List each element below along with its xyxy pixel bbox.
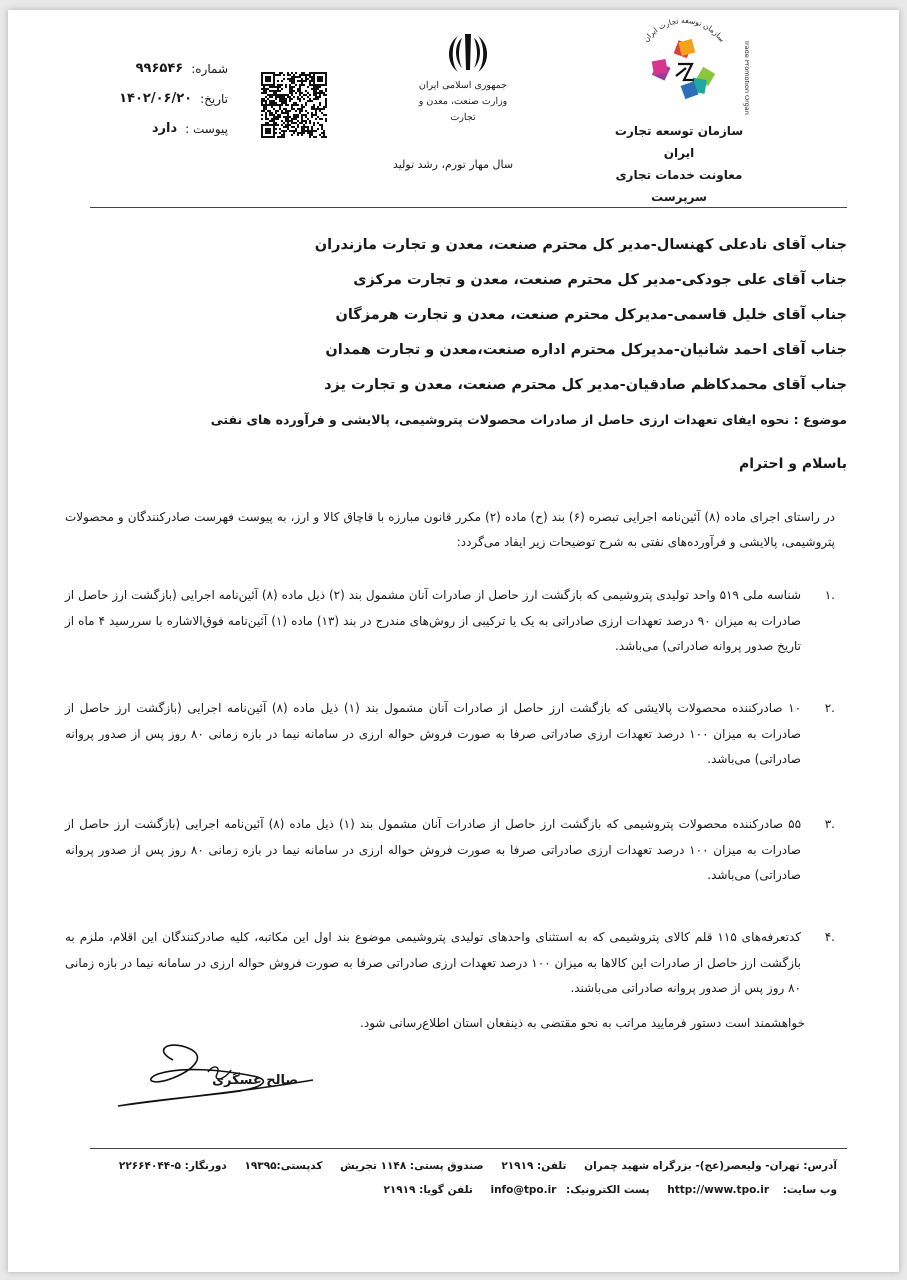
item-number: .۲ bbox=[824, 701, 835, 715]
closing-paragraph: خواهشمند است دستور فرمایید مراتب به نحو مقتضی به ذینفعان استان اطلاع‌رسانی شود. bbox=[360, 1016, 805, 1030]
footer-website-link[interactable]: http://www.tpo.ir bbox=[667, 1184, 770, 1196]
recipient-line: جناب آقای علی جودکی-مدیر کل محترم صنعت، معدن و تجارت مرکزی bbox=[353, 272, 847, 288]
org-block bbox=[609, 120, 749, 208]
attachment-value: دارد bbox=[151, 121, 178, 136]
tpo-logo bbox=[619, 10, 749, 115]
letter-page bbox=[8, 10, 899, 1272]
footer-postal: کدپستی:۱۹۳۹۵ bbox=[244, 1160, 323, 1172]
list-item bbox=[65, 812, 835, 889]
svg-text:سازمان توسعه تجارت ایران bbox=[641, 16, 726, 44]
footer-line-2 bbox=[57, 1184, 837, 1196]
ministry-lines bbox=[408, 78, 518, 126]
date-label: تاریخ: bbox=[200, 92, 228, 106]
footer-pobox: صندوق پستی: ۱۱۴۸ تجریش bbox=[340, 1160, 484, 1172]
item-number: .۴ bbox=[824, 930, 835, 944]
org-line: سرپرست bbox=[651, 190, 707, 204]
item-number: .۳ bbox=[824, 817, 835, 831]
subject-line: موضوع : نحوه ایفای تعهدات ارزی حاصل از صادرات محصولات پتروشیمی، پالایشی و فرآورده های نفتی bbox=[210, 412, 847, 427]
footer-voice-phone: تلفن گویا: ۲۱۹۱۹ bbox=[383, 1184, 473, 1196]
attachment-label: پیوست : bbox=[185, 122, 228, 136]
list-item bbox=[65, 583, 835, 660]
item-text: شناسه ملی ۵۱۹ واحد تولیدی پتروشیمی که بازگشت ارز حاصل از صادرات آنان مشمول بند (۲) ذیل ماده (۸) آئین‌نامه اجرایی (بازگشت ارز حاصل از صادرات به میزان ۹۰ درصد تعهدات ارزی صادراتی به یک یا ترکیبی از روش‌های مندرج در بند (۱۳) ماده (۱) آئین‌نامه فوق‌الاشاره با سررسید ۴ ماه از تاریخ صدور پروانه صادراتی) می‌باشد. bbox=[65, 588, 801, 653]
number-row bbox=[78, 54, 228, 84]
footer-phone: تلفن: ۲۱۹۱۹ bbox=[501, 1160, 567, 1172]
org-line: معاونت خدمات تجاری bbox=[615, 168, 743, 182]
recipient-line: جناب آقای نادعلی کهنسال-مدیر کل محترم صنعت، معدن و تجارت مازندران bbox=[314, 237, 847, 253]
ministry-name: وزارت صنعت، معدن و تجارت bbox=[418, 96, 508, 123]
recipients-list bbox=[227, 228, 847, 403]
qr-code bbox=[261, 72, 327, 138]
date-row bbox=[78, 84, 228, 114]
year-slogan: سال مهار تورم، رشد تولید bbox=[392, 158, 514, 171]
republic-name: جمهوری اسلامی ایران bbox=[418, 80, 508, 91]
greeting: باسلام و احترام bbox=[739, 456, 847, 472]
footer-address: آدرس: تهران- ولیعصر(عج)- بزرگراه شهید چمران bbox=[584, 1160, 837, 1172]
logo-arc-text-en: Trade Promotion bbox=[743, 40, 749, 93]
signer-name: صالح عسگری bbox=[212, 1073, 298, 1088]
item-text: ۵۵ صادرکننده محصولات پتروشیمی که بازگشت ارز حاصل از صادرات آنان مشمول بند (۱) ذیل ماده (۸) آئین‌نامه اجرایی (بازگشت ارز حاصل از صادرات به میزان ۱۰۰ درصد تعهدات ارزی صادراتی صرفا به صورت فروش حواله ارزی در سامانه نیما در بازه زمانی ۸۰ روز پس از صدور پروانه صادراتی) می‌باشد. bbox=[65, 817, 802, 882]
list-item bbox=[65, 925, 835, 1002]
logo-arc-text: سازمان توسعه تجارت ایران bbox=[641, 15, 727, 44]
item-number: .۱ bbox=[824, 588, 835, 602]
date-value: ۱۴۰۲/۰۶/۲۰ bbox=[119, 91, 193, 106]
footer-website-label: وب سایت: bbox=[782, 1184, 837, 1196]
org-line: سازمان توسعه تجارت ایران bbox=[614, 124, 744, 160]
footer-line-1 bbox=[57, 1160, 837, 1172]
footer-email-label: پست الکترونیک: bbox=[566, 1184, 650, 1196]
footer-divider bbox=[90, 1148, 847, 1149]
attachment-row bbox=[78, 114, 228, 144]
item-text: ۱۰ صادرکننده محصولات پالایشی که بازگشت ارز حاصل از صادرات آنان مشمول بند (۱) ذیل ماده (۸) آئین‌نامه اجرایی (بازگشت ارز حاصل از صادرات به میزان ۱۰۰ درصد تعهدات ارزی صادراتی صرفا به صورت فروش حواله ارزی در سامانه نیما در بازه زمانی ۸۰ روز پس از صدور پروانه صادراتی) می‌باشد. bbox=[65, 701, 802, 766]
footer-fax: دورنگار: ۵-۲۲۶۶۴۰۴۴ bbox=[118, 1160, 227, 1172]
item-text: کدتعرفه‌های ۱۱۵ قلم کالای پتروشیمی که به استثنای واحدهای تولیدی پتروشیمی موضوع بند اول این مکاتبه، کلیه صادرکنندگان این اقلام، ملزم به بازگشت ارز حاصل از صادرات این کالاها به میزان ۱۰۰ درصد تعهدات ارزی صادراتی صرفا به صورت فروش حواله ارزی در سامانه نیما در بازه زمانی ۸۰ روز پس از صدور پروانه صادراتی می‌باشند. bbox=[65, 930, 801, 995]
recipient-line: جناب آقای خلیل قاسمی-مدیرکل محترم صنعت، معدن و تجارت هرمزگان bbox=[335, 307, 847, 323]
footer-email-link[interactable]: info@tpo.ir bbox=[490, 1184, 557, 1196]
header-divider bbox=[90, 207, 847, 208]
number-label: شماره: bbox=[191, 62, 228, 76]
recipient-line: جناب آقای محمدکاظم صادقیان-مدیر کل محترم صنعت، معدن و تجارت یزد bbox=[324, 377, 847, 393]
letter-meta bbox=[78, 54, 228, 144]
number-value: ۹۹۶۵۴۶ bbox=[135, 61, 184, 76]
recipient-line: جناب آقای احمد شانیان-مدیرکل محترم اداره صنعت،معدن و تجارت همدان bbox=[325, 342, 847, 358]
list-item bbox=[65, 696, 835, 773]
intro-paragraph: در راستای اجرای ماده (۸) آئین‌نامه اجرایی تبصره (۶) بند (ح) ماده (۲) مکرر قانون مبارزه با قاچاق کالا و ارز، به پیوست فهرست صادرکنندگان و محصولات پتروشیمی، پالایشی و فرآورده‌های نفتی به شرح توضیحات زیر ایفاد می‌گردد: bbox=[65, 510, 835, 549]
